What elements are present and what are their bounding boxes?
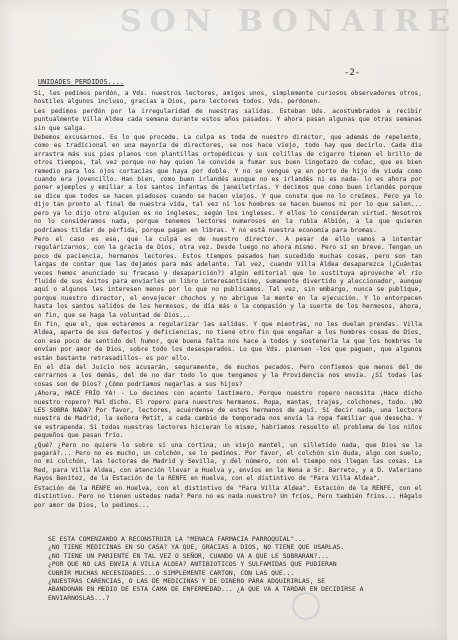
paragraph: Si, les pedimos perdón, a Vds. nuestros lectores, amigos unos, simplemente curiosos observadores otros, hostiles algunos incluso, gracias a Dios, pero lectores todos. Vds. perdonen. <box>34 90 422 106</box>
paragraph: Estación de la RENFE en Huelva, con el distintivo de "Para Villa Aldea". Estación de la RENFE, con el distintivo. Pero no tienen ustedes nada? Pero no es nada nuestro? Un fríos, Pero también fríos... Hágalo por amor de Dios, lo pedimos... <box>34 484 422 509</box>
notice-line: ABANDONAN EN MEDIO DE ESTA CAMA DE ENFERMEDAD... ¿A QUE VA A TARDAR EN DECIDIRSE A ENVIARNOSLAS...? <box>48 585 364 602</box>
letter-body <box>34 90 422 530</box>
page-number: -2- <box>344 68 361 78</box>
archive-seal-icon <box>292 592 320 620</box>
notice-line: CUBRIR MUCHAS NECESIDADES...O SIMPLEMENTE CARTON, CON LAS QUE... <box>48 568 295 577</box>
notice-line: SE ESTA COMENZANDO A RECONSTRUIR LA "MENACA FARMACIA PARROQUIAL"... <box>48 535 306 543</box>
notice-line: ¿NO TIENE MEDICINAS EN SU CASA? YA QUE, GRACIAS A DIOS, NO TIENE QUE USARLAS. <box>48 543 345 552</box>
pharmacy-notice <box>48 535 422 607</box>
notice-line: ¿NO TIENE UN PARIENTE EN TAL VEZ O SEÑOR, CUANDO VA A QUE LE SOBRARAN?... <box>48 551 329 560</box>
paragraph: Les pedimos perdón por la irregularidad de nuestras salidas. Esteban Uds. acostumbrados a recibir puntualmente Villa Aldea cada semana durante estos años pasados. Y ahora pasan algunas que otras semanas sin que salga. <box>34 107 422 132</box>
paragraph: ¡Ahora, HACE FRÍO YA! - Lo decimos con acento lastimero. Porque nuestro ropero necesita ¡Hace dicho nuestro ropero? Mal dicho. El ropero para nuestros hermanos. Ropa, mantas, trajes, colchones, todo. ¡NO LES SOBRA NADA? Por favor, lectores, acuérdense de estos hermanos de aquí. Si decir nada, una lectora nuestra de Madrid, la señora Petit, a cada cambio de temporada nos envía la ropa familiar que desecha. Y se estrapenda. Si todas nuestras lectores hicieran lo mismo, habríamos resuelto el problema de los niños pequeños que pasan frío. <box>34 390 422 440</box>
masthead-watermark: SON BONAIRE <box>120 4 458 39</box>
notice-line: ¿POR QUE NO LAS ENVIA A VILLA ALDEA? ANTIBIOTICOS Y SULFAMIDAS QUE PUDIERAN <box>48 560 337 569</box>
paragraph: Pero el caso es ese, que la culpa es de nuestro director. A pesar de ello vamos a intentar regularizarnos, con la gracia de Dios, otra vez. Desde luego no ahora mismo. Pero sí en breve. Tengan un poco de paciencia, hermanos lectores. Estos tiempos pasados han sucedido muchas cosas, pero son tan largas de contar que las dejamos para más adelante. Tal vez, cuando Villa Aldea desaparezca (¿Cuántas veces hemos anunciado su fracaso y desaparición?) algún editorial que lo sustituya aproveche el río fluido de sus éxitos para enviarles un libro interesantísimo, sumamente divertido y aleccionador, aunque aquí o algunos les interesen menos por lo que no publicamos. Tal vez, sin embargo, nunca se publique, porque nuestro director, el envejecer chochos y no abrigue la mente en la ejecución. Y lo entorpecen hasta los santos salidos de los hermosos, de día más o la compasión y la suerte de los hermosos, ahora, en fin, que se haga la voluntad de Dios... <box>34 235 422 319</box>
paragraph: ¿Qué? ¿Pero no quiere lo sobre si una cortina, un viejo mantel, un silletido nada, que Dios se la pagará?... Pero no es mucho, un colchón, se lo pedimos. Por favor, el colchón sin duda, algo con suelo, no mi colchón, las lectoras de Madrid y Sevilla, y del número, con el tiempo nos llegan las cosas. La Red, para Villa Aldea, con atención llevar a Huelva y, envíos en la Nena a Sr. Barreto, y a D. Valeriano Rayos Benítez, de la Estación de la RENFE en Huelva, con el distintivo de "Para Villa Aldea". <box>34 441 422 483</box>
notice-line: ¿NUESTRAS CARENCIAS, O LAS DE MEDICINAS Y DE DINERO PARA ADQUIRIRLAS, SE <box>48 577 326 586</box>
paragraph: En fin, que el, que estaremos a regularizar las salidas. Y que mientras, no les duelan prendas. Villa Aldea, aparte de sus defectos y deficiencias, no tiene otro fin que engañar a los hombres cosas de Dios, con ese poco de sentido del humor, que buena falta nos hace a todos y sostenerla la que los hombres le envían por amor de Dios, sobre todo los desesperados. Lo que Vds. piensen -los que paguen, que algunos están bastante retrasadillos- es por ello. <box>34 320 422 362</box>
paragraph: Debemos excusarnos. Es lo que procede. La culpa es toda de nuestro director, que además de repelente, como es tradicional en una mayoría de directores, se nos hace viejo, todo hay que decirlo. Cada día arrastra más sus pies planos con plantillas ortopédicas y sus colillas de cigarro tienen el brillo de otros tiempos, tal vez porque no hay quien le convide a fumar sus buen lingotazo de coñac, que es bien remedio para los ojos cortacías que haya por doble. Y no se vengue ya en porto de hijo de viuda como cuando era jovencillo. Han bien, como buen irlandés aunque no es irlandés ni es nada- lo es ahora por poner ejemplos y emiliar a los santos infantas de janeiletrías. Y decimos que como buen irlandés porque se dice que todos se hacen piadosos cuando se hacen viejos. Y que conste que no lo creímos. Pero ya lo dijo tan pronto al final de nuestra vida, tal vez ni los hombres se hacen buenos ni por lo que salen... pero ya lo dijo otro alguien es no ingleses, según los ingleses. Y ellos lo consideran virtud. Nosotros no lo consideramos nada, porque tenemos lectores numerosos en la rubia Albión, a la que quieren podríamos tildar de pérfida, porque pagan en libras. Y no está nuestra economía para bromas. <box>34 134 422 234</box>
paragraph: En el día del Juicio nos acusarán, seguramente, de muchos pecados. Pero confiemos que menos del de cerrarnos a los demás, del de no dar todo lo que tengamos y la Providencia nos envía. ¿Sí todas las cosas son de Dios? ¿Cómo podríamos negarlas a sus hijos? <box>34 364 422 388</box>
letter-greeting: UNIDADES PERDIDOS.... <box>38 78 124 86</box>
